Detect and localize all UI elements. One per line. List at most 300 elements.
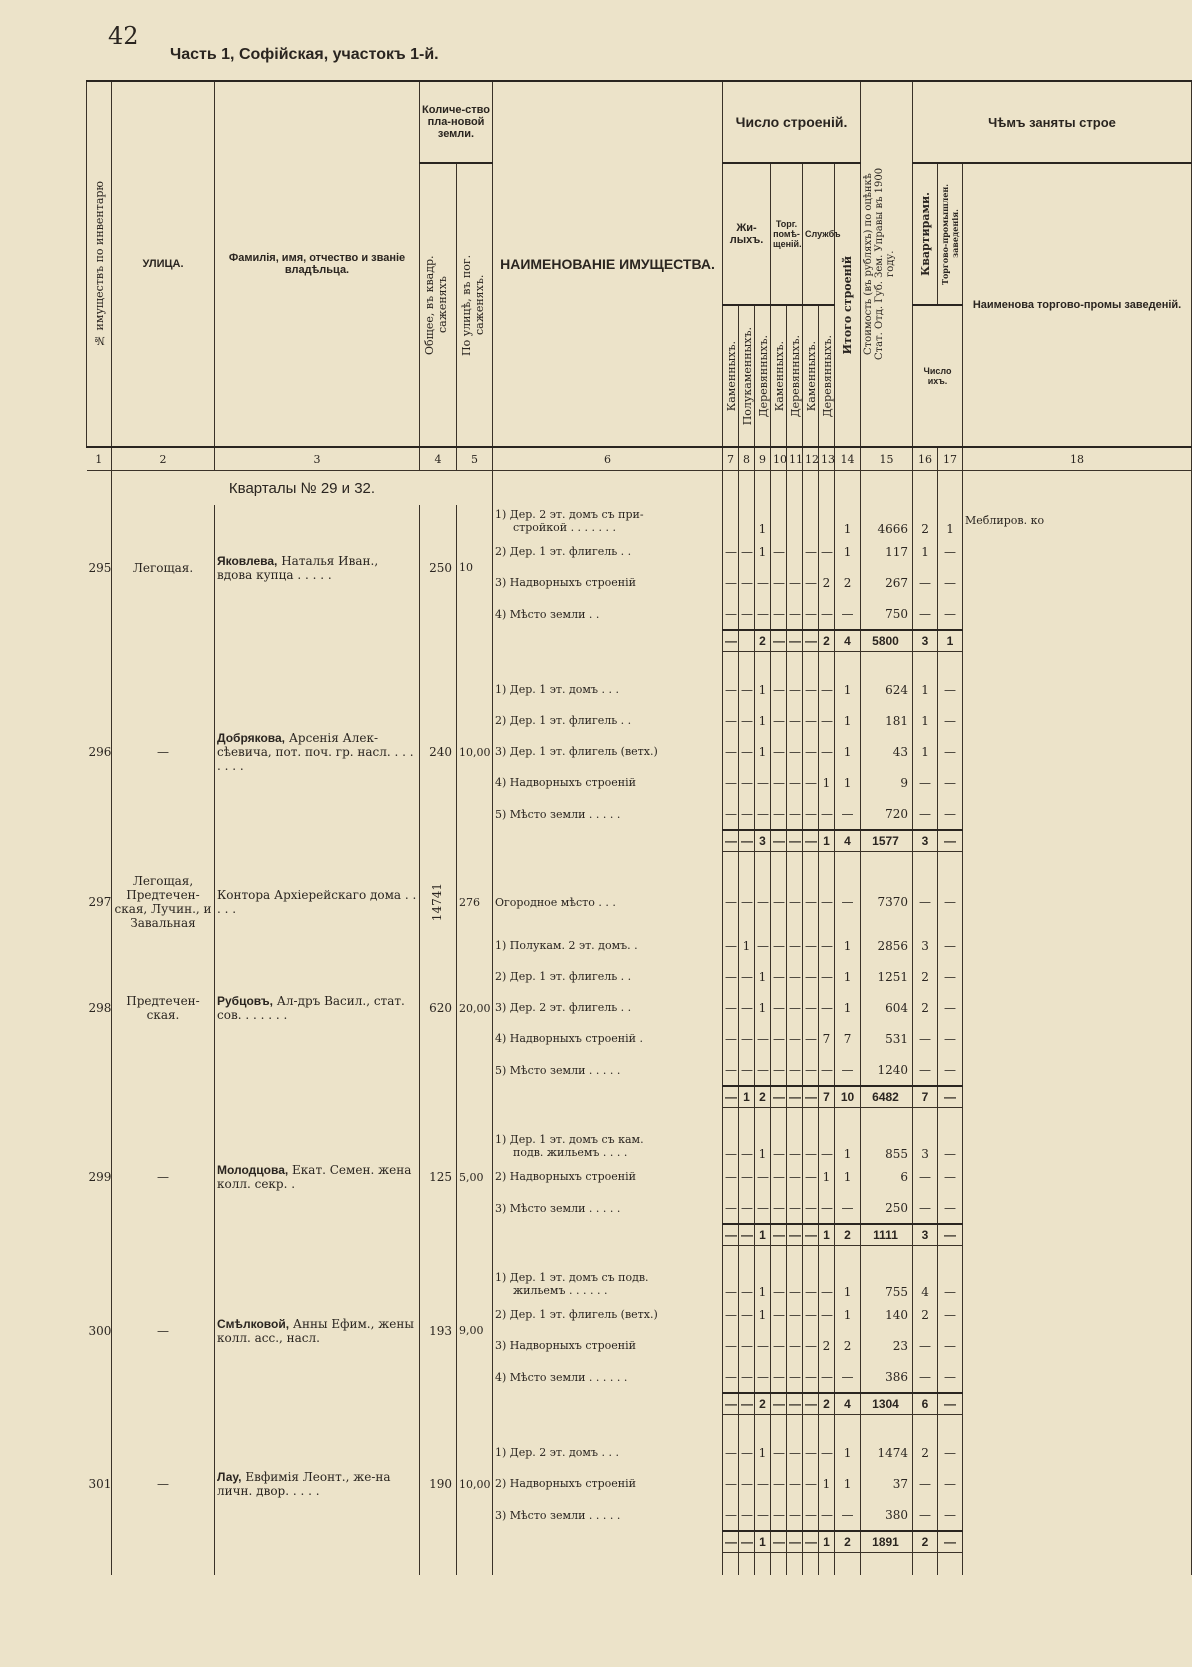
total-cell: — (803, 630, 819, 652)
street-name: Предтечен-ская. (112, 930, 215, 1086)
count-cell: — (771, 1437, 787, 1468)
gap-cell (819, 652, 835, 675)
street-frontage: 9,00 (457, 1268, 493, 1393)
count-cell: — (913, 598, 938, 630)
count-cell: — (755, 1499, 771, 1531)
gap-cell (819, 1415, 835, 1438)
total-cell: — (771, 1393, 787, 1415)
gap-cell (938, 1553, 963, 1576)
header-wooden-1: Деревянныхъ. (755, 305, 771, 447)
total-spacer (112, 1224, 215, 1246)
total-spacer (457, 1393, 493, 1415)
count-cell: — (803, 961, 819, 992)
total-spacer (420, 1531, 457, 1553)
total-spacer (420, 1224, 457, 1246)
total-cell: 6 (913, 1393, 938, 1415)
count-cell: 1 (819, 767, 835, 798)
count-cell: — (723, 567, 739, 598)
total-spacer (963, 830, 1192, 852)
total-cell: — (803, 1224, 819, 1246)
total-cell: 3 (755, 830, 771, 852)
owner-name (215, 674, 420, 830)
total-cell: — (723, 630, 739, 652)
gap-cell (739, 1108, 755, 1131)
gap-cell (771, 1108, 787, 1131)
count-cell: — (819, 1437, 835, 1468)
property-description (493, 505, 723, 536)
gap-cell (787, 852, 803, 875)
total-cell: — (771, 1086, 787, 1108)
column-number: 3 (215, 447, 420, 471)
count-cell (771, 505, 787, 536)
count-cell: 181 (861, 705, 913, 736)
total-spacer (87, 830, 112, 852)
gap-cell (803, 652, 819, 675)
count-cell: 1 (835, 674, 861, 705)
count-cell: — (835, 598, 861, 630)
total-spacer (112, 1531, 215, 1553)
property-description (493, 992, 723, 1023)
count-cell: — (913, 1361, 938, 1393)
column-number: 12 (803, 447, 819, 471)
street-frontage: 20,00 (457, 930, 493, 1086)
count-cell: 1 (739, 930, 755, 961)
gap-cell (803, 1108, 819, 1131)
gap-cell (493, 1553, 723, 1576)
count-cell: — (819, 1361, 835, 1393)
property-description (493, 1468, 723, 1499)
count-cell: — (723, 961, 739, 992)
count-cell: — (771, 1330, 787, 1361)
total-cell: 2 (755, 630, 771, 652)
gap-cell (493, 652, 723, 675)
count-cell: — (723, 536, 739, 567)
property-description (493, 1161, 723, 1192)
header-trade: Торг. помѣ-щеній. (771, 163, 803, 305)
total-spacer (963, 1086, 1192, 1108)
count-cell: — (771, 598, 787, 630)
total-spacer (457, 830, 493, 852)
gap-cell (755, 1415, 771, 1438)
gap-cell (755, 652, 771, 675)
header-semistone: Полукаменныхъ. (739, 305, 755, 447)
gap-cell (835, 1246, 861, 1269)
count-cell: — (739, 1268, 755, 1299)
gap-cell (112, 1246, 215, 1269)
count-cell: — (938, 674, 963, 705)
total-spacer (457, 1086, 493, 1108)
gap-cell (803, 852, 819, 875)
gap-cell (739, 652, 755, 675)
property-line: 3) Надворныхъ строеній (495, 1339, 636, 1352)
count-cell: — (938, 1268, 963, 1299)
total-row (87, 1393, 1192, 1415)
gap-cell (457, 1415, 493, 1438)
street-name: — (112, 1437, 215, 1531)
count-cell: 1 (835, 705, 861, 736)
total-cell: 3 (913, 630, 938, 652)
gap-cell (913, 652, 938, 675)
total-cell: — (723, 1086, 739, 1108)
property-line: 3) Надворныхъ строеній (495, 576, 636, 589)
gap-cell (493, 852, 723, 875)
total-spacer (420, 1086, 457, 1108)
count-cell: — (803, 598, 819, 630)
property-description (493, 1268, 723, 1299)
gap-cell (787, 1553, 803, 1576)
count-cell: — (835, 1361, 861, 1393)
count-cell: — (803, 1468, 819, 1499)
column-number: 17 (938, 447, 963, 471)
count-cell: — (771, 1054, 787, 1086)
count-cell: 2 (819, 567, 835, 598)
total-cell: 1 (739, 1086, 755, 1108)
count-cell: 267 (861, 567, 913, 598)
gap-cell (938, 852, 963, 875)
total-cell: 5800 (861, 630, 913, 652)
inventory-number: 299 (87, 1130, 112, 1224)
total-cell: 7 (819, 1086, 835, 1108)
total-spacer (457, 630, 493, 652)
count-cell: — (787, 961, 803, 992)
count-cell: — (938, 1468, 963, 1499)
property-description (493, 567, 723, 598)
property-description (493, 874, 723, 930)
count-cell: — (755, 1023, 771, 1054)
count-cell: — (938, 567, 963, 598)
gap-row (87, 652, 1192, 675)
property-description (493, 1023, 723, 1054)
count-cell: — (723, 705, 739, 736)
count-cell: — (835, 874, 861, 930)
count-cell: — (739, 536, 755, 567)
total-cell: — (723, 1531, 739, 1553)
header-wooden-2: Деревянныхъ. (787, 305, 803, 447)
gap-cell (963, 1553, 1192, 1576)
total-spacer (215, 830, 420, 852)
count-cell: — (938, 1192, 963, 1224)
gap-cell (787, 1415, 803, 1438)
count-cell: — (739, 1192, 755, 1224)
total-cell: — (938, 1531, 963, 1553)
gap-cell (803, 1415, 819, 1438)
column-number: 1 (87, 447, 112, 471)
count-cell: — (739, 874, 755, 930)
inventory-number: 301 (87, 1437, 112, 1531)
count-cell: — (803, 930, 819, 961)
count-cell: — (938, 1361, 963, 1393)
count-cell: — (755, 1330, 771, 1361)
gap-cell (420, 1415, 457, 1438)
gap-cell (819, 1246, 835, 1269)
count-cell: — (771, 1299, 787, 1330)
count-cell: — (771, 1468, 787, 1499)
count-cell: — (771, 1130, 787, 1161)
count-cell: — (771, 536, 787, 567)
property-line: 3) Мѣсто земли . . . . . (495, 1508, 621, 1522)
count-cell: 624 (861, 674, 913, 705)
count-cell: — (739, 1161, 755, 1192)
gap-cell (835, 1108, 861, 1131)
column-number: 2 (112, 447, 215, 471)
gap-cell (420, 1553, 457, 1576)
trade-establishment (963, 1054, 1192, 1086)
count-cell: — (755, 767, 771, 798)
count-cell: — (787, 1192, 803, 1224)
gap-cell (215, 1246, 420, 1269)
column-number: 15 (861, 447, 913, 471)
count-cell: — (771, 1361, 787, 1393)
total-cell: — (803, 1086, 819, 1108)
trade-establishment (963, 1468, 1192, 1499)
gap-cell (963, 652, 1192, 675)
total-cell: — (803, 830, 819, 852)
header-count: Число ихъ. (913, 305, 963, 447)
property-description (493, 767, 723, 798)
count-cell: — (771, 705, 787, 736)
count-cell: 2 (913, 992, 938, 1023)
property-line-cont: стройкой . . . . . . . (513, 520, 617, 534)
property-line: 2) Надворныхъ строеній (495, 1170, 636, 1183)
count-cell: — (819, 1499, 835, 1531)
count-cell: — (819, 961, 835, 992)
count-cell: — (803, 1268, 819, 1299)
property-line: 2) Дер. 1 эт. флигель . . (495, 714, 632, 727)
total-cell: — (723, 1393, 739, 1415)
count-cell: — (938, 767, 963, 798)
property-line: 2) Дер. 1 эт. флигель (ветх.) (495, 1308, 658, 1321)
owner-details: Екат. Семен. жена колл. секр. . (217, 1163, 412, 1191)
count-cell: — (771, 992, 787, 1023)
count-cell: 2 (913, 1437, 938, 1468)
count-cell (787, 505, 803, 536)
count-cell: — (787, 1499, 803, 1531)
header-owner: Фамилія, имя, отчество и званіе владѣльца. (215, 81, 420, 447)
total-cell: 3 (913, 1224, 938, 1246)
count-cell: — (739, 1361, 755, 1393)
gap-row (87, 1415, 1192, 1438)
count-cell: — (803, 992, 819, 1023)
total-cell: — (787, 1393, 803, 1415)
land-area: 620 (420, 930, 457, 1086)
gap-cell (457, 1108, 493, 1131)
count-cell: 604 (861, 992, 913, 1023)
property-line: 4) Надворныхъ строеній (495, 776, 636, 789)
column-number: 5 (457, 447, 493, 471)
total-cell: — (771, 1531, 787, 1553)
gap-cell (787, 1246, 803, 1269)
gap-cell (739, 852, 755, 875)
owner-surname: Яковлева, (217, 553, 278, 568)
count-cell: 750 (861, 598, 913, 630)
count-cell: — (819, 736, 835, 767)
count-cell: 1 (755, 1268, 771, 1299)
gap-cell (493, 1415, 723, 1438)
count-cell: — (723, 1054, 739, 1086)
trade-establishment (963, 705, 1192, 736)
count-cell: 9 (861, 767, 913, 798)
trade-establishment (963, 992, 1192, 1023)
count-cell: 4666 (861, 505, 913, 536)
property-line: 4) Мѣсто земли . . (495, 607, 600, 621)
count-cell: — (755, 874, 771, 930)
trade-establishment (963, 674, 1192, 705)
gap-cell (835, 652, 861, 675)
count-cell: — (755, 1468, 771, 1499)
property-description (493, 1299, 723, 1330)
count-cell: — (913, 1054, 938, 1086)
total-spacer (112, 1393, 215, 1415)
header-stone-2: Каменныхъ. (771, 305, 787, 447)
count-cell: 1 (835, 930, 861, 961)
count-cell: 386 (861, 1361, 913, 1393)
land-area-vertical: 14741 (430, 882, 444, 922)
count-cell: — (771, 1023, 787, 1054)
gap-cell (963, 1108, 1192, 1131)
count-cell: — (803, 1054, 819, 1086)
gap-cell (963, 1246, 1192, 1269)
header-land: Количе-ство пла-новой земли. (420, 81, 493, 163)
total-cell: — (938, 830, 963, 852)
owner-details: Анны Ефим., жены колл. асс., насл. (217, 1316, 414, 1345)
count-cell: — (723, 767, 739, 798)
total-cell: — (938, 1224, 963, 1246)
header-inventory: № имуществъ по инвентарю (87, 81, 112, 447)
owner-surname: Добрякова, (217, 731, 286, 745)
trade-establishment (963, 536, 1192, 567)
count-cell: 1 (755, 705, 771, 736)
count-cell: — (739, 567, 755, 598)
count-cell: 1 (755, 736, 771, 767)
count-cell: — (913, 798, 938, 830)
count-cell: — (803, 736, 819, 767)
count-cell: 1 (755, 505, 771, 536)
count-cell: — (787, 1468, 803, 1499)
count-cell: 531 (861, 1023, 913, 1054)
count-cell: — (739, 767, 755, 798)
count-cell: 1 (835, 1161, 861, 1192)
total-cell: — (723, 830, 739, 852)
count-cell: 1 (913, 536, 938, 567)
trade-establishment (963, 598, 1192, 630)
total-cell: 2 (835, 1224, 861, 1246)
total-row (87, 830, 1192, 852)
header-names-trade: Наименова торгово-промы заведеній. (963, 163, 1192, 447)
total-cell: 1304 (861, 1393, 913, 1415)
count-cell: 1 (913, 705, 938, 736)
trade-establishment (963, 1499, 1192, 1531)
ledger-row (87, 874, 1192, 930)
owner-details: Ал-дръ Васил., стат. сов. . . . . . . (217, 994, 405, 1022)
count-cell: — (723, 1299, 739, 1330)
count-cell: — (819, 674, 835, 705)
total-cell: 2 (755, 1393, 771, 1415)
owner-name (215, 1437, 420, 1531)
count-cell: — (803, 1161, 819, 1192)
street-frontage: 276 (457, 874, 493, 930)
count-cell: — (913, 874, 938, 930)
count-cell: 1 (835, 961, 861, 992)
count-cell: — (803, 1437, 819, 1468)
owner-details: Наталья Иван., вдова купца . . . . . (217, 553, 379, 582)
total-spacer (87, 1086, 112, 1108)
gap-cell (457, 1246, 493, 1269)
count-cell: — (938, 1054, 963, 1086)
property-line: 1) Дер. 1 эт. домъ . . . (495, 683, 619, 696)
count-cell: — (787, 1054, 803, 1086)
total-spacer (457, 1224, 493, 1246)
total-cell: 1 (819, 830, 835, 852)
count-cell: — (938, 992, 963, 1023)
count-cell: 1 (938, 505, 963, 536)
trade-establishment (963, 1161, 1192, 1192)
count-cell: 1 (835, 1130, 861, 1161)
count-cell: — (787, 1361, 803, 1393)
count-cell: — (938, 736, 963, 767)
count-cell: — (913, 1499, 938, 1531)
count-cell: — (938, 536, 963, 567)
count-cell: 1 (913, 736, 938, 767)
gap-cell (913, 1553, 938, 1576)
total-cell: 1 (755, 1531, 771, 1553)
count-cell: — (755, 1161, 771, 1192)
column-number: 8 (739, 447, 755, 471)
property-line: 5) Мѣсто земли . . . . . (495, 807, 621, 821)
total-cell: 1577 (861, 830, 913, 852)
total-cell: — (771, 630, 787, 652)
column-number: 10 (771, 447, 787, 471)
count-cell: — (787, 567, 803, 598)
count-cell: 1251 (861, 961, 913, 992)
count-cell: 1 (835, 736, 861, 767)
total-cell: 1 (938, 630, 963, 652)
property-line: 2) Надворныхъ строеній (495, 1477, 636, 1490)
count-cell: — (771, 874, 787, 930)
total-spacer (215, 1531, 420, 1553)
gap-cell (938, 1246, 963, 1269)
property-description (493, 674, 723, 705)
total-spacer (215, 630, 420, 652)
count-cell: — (819, 1054, 835, 1086)
property-line-cont: жильемъ . . . . . . (513, 1283, 608, 1297)
total-spacer (493, 1224, 723, 1246)
total-spacer (112, 630, 215, 652)
count-cell: 2 (819, 1330, 835, 1361)
total-cell: 1891 (861, 1531, 913, 1553)
quarters-title: Кварталы № 29 и 32. (112, 471, 493, 506)
gap-cell (739, 1415, 755, 1438)
gap-cell (87, 1415, 112, 1438)
gap-cell (755, 1246, 771, 1269)
gap-cell (457, 1553, 493, 1576)
total-row (87, 1086, 1192, 1108)
total-spacer (420, 630, 457, 652)
gap-cell (861, 652, 913, 675)
trade-establishment (963, 930, 1192, 961)
count-cell: — (739, 961, 755, 992)
count-cell: — (787, 1268, 803, 1299)
street-frontage: 5,00 (457, 1130, 493, 1224)
gap-cell (215, 852, 420, 875)
count-cell: 1 (755, 1130, 771, 1161)
column-number: 6 (493, 447, 723, 471)
total-cell: — (938, 1393, 963, 1415)
count-cell: — (723, 674, 739, 705)
owner-details: Евфимія Леонт., же-на личн. двор. . . . . (217, 1470, 391, 1498)
gap-cell (420, 852, 457, 875)
gap-cell (771, 1246, 787, 1269)
property-description (493, 1499, 723, 1531)
